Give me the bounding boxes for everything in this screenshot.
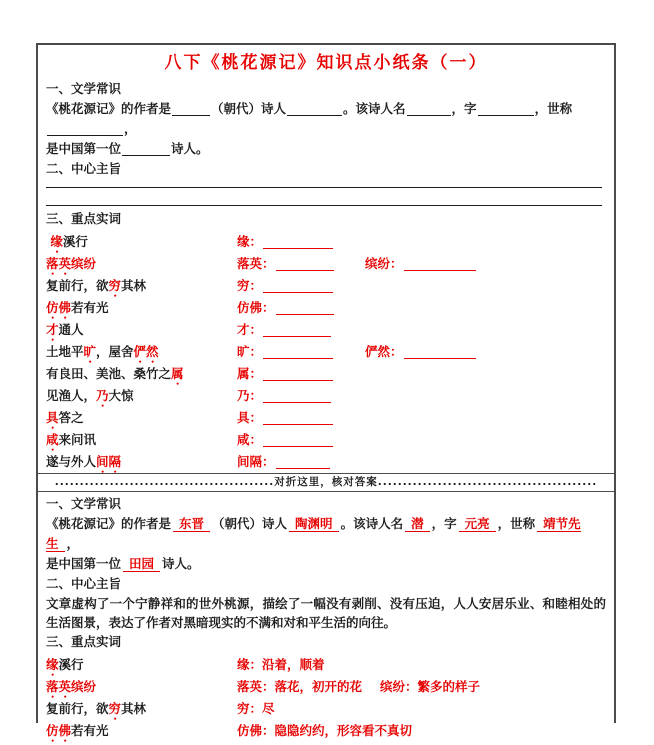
answer-literary-paragraph: [46, 514, 606, 574]
text-segment: 大惊: [108, 388, 134, 403]
vocab-row: [46, 451, 606, 473]
vocab-definition: [237, 385, 332, 407]
text-segment: 穷: [108, 701, 122, 716]
filled-answer: 东晋: [173, 516, 210, 532]
text-segment: 缘: [46, 657, 59, 672]
definition-label: 落英：: [237, 256, 275, 271]
vocab-definition: [237, 341, 365, 363]
fold-dots-right: ............................................: [377, 476, 598, 488]
vocab-definition: [237, 451, 331, 473]
definition-answer: 沿着，顺着: [262, 657, 325, 672]
filled-answer: 靖节先生: [46, 516, 581, 551]
text-segment: 仿佛: [46, 300, 72, 315]
text-segment: 仿佛: [46, 723, 72, 738]
text-segment: 是中国第一位: [46, 141, 122, 156]
text-segment: 诗人。: [162, 556, 200, 571]
vocab-row: [46, 319, 606, 341]
text-segment: 诗人。: [171, 141, 209, 156]
text-segment: 溪行: [62, 234, 88, 249]
vocab-definition: [237, 429, 334, 451]
definition-label: 才：: [237, 322, 263, 337]
text-segment: 其林: [121, 701, 147, 716]
text-segment: 才: [46, 322, 59, 337]
blank-underline: [276, 466, 330, 469]
question-heading-vocab: 三、重点实词: [46, 211, 122, 226]
text-segment: 咸: [46, 432, 59, 447]
blank-underline: [263, 290, 333, 293]
fold-dots-left: ............................................: [54, 476, 275, 488]
text-segment: 旷: [83, 344, 97, 359]
blank-underline: [404, 356, 476, 359]
vocab-definition: [237, 231, 334, 253]
answer-theme-text: 文章虚构了一个宁静祥和的世外桃源，描绘了一幅没有剥削、没有压迫，人人安居乐业、和睦相处的生活图景，表达了作者对黑暗现实的不满和对和平生活的向往。: [46, 596, 606, 630]
vocab-phrase: [46, 720, 237, 745]
text-segment: 若有光: [71, 723, 109, 738]
vocab-row: [46, 385, 606, 407]
blank-underline: [263, 400, 331, 403]
vocab-row: [46, 676, 606, 698]
definition-label: 乃：: [237, 388, 263, 403]
definition-label: 仿佛：: [237, 723, 275, 738]
vocab-row: [46, 363, 606, 385]
text-segment: 缤纷: [71, 679, 97, 694]
definition-answer: 隐隐约约，形容看不真切: [274, 723, 413, 738]
blank-underline: [263, 334, 331, 337]
vocab-row: [46, 654, 606, 676]
worksheet-table: [36, 43, 616, 738]
text-segment: 落英: [46, 256, 72, 271]
text-segment: 若有光: [71, 300, 109, 315]
definition-label: 具：: [237, 410, 263, 425]
blank-underline: [263, 444, 333, 447]
blank-underline: [122, 153, 170, 156]
text-segment: 缘: [50, 234, 63, 249]
definition-answer: 落花，初开的花: [274, 679, 363, 694]
definition-label: 旷：: [237, 344, 263, 359]
fold-line: [38, 473, 614, 492]
blank-underline: [47, 133, 123, 136]
text-segment: 见渔人，: [46, 388, 97, 403]
answer-heading-vocab: 三、重点实词: [46, 634, 122, 649]
text-segment: 《桃花源记》的作者是: [46, 516, 172, 531]
vocab-definition: [237, 319, 332, 341]
vocab-definition: [237, 275, 334, 297]
text-segment: 其林: [121, 278, 147, 293]
vocab-row: [46, 253, 606, 275]
text-segment: 间隔: [96, 454, 122, 469]
text-segment: 溪行: [58, 657, 84, 672]
blank-underline: [172, 113, 210, 116]
writing-line: [46, 179, 602, 188]
definition-answer: 尽: [262, 701, 275, 716]
vocab-definition: [237, 363, 334, 385]
text-segment: 通人: [58, 322, 84, 337]
text-segment: 具: [46, 410, 59, 425]
text-segment: 遂与外人: [46, 454, 97, 469]
filled-answer: 潜: [405, 516, 430, 532]
answer-heading-literary: 一、文学常识: [46, 496, 122, 511]
vocab-phrase: [46, 451, 237, 476]
vocab-definition: [237, 253, 365, 275]
definition-label: 俨然：: [365, 344, 403, 359]
definition-label: 缤纷：: [380, 679, 418, 694]
text-segment: 穷: [108, 278, 122, 293]
definition-label: 仿佛：: [237, 300, 275, 315]
writing-line: [46, 188, 602, 206]
text-segment: ，世称: [534, 101, 573, 116]
question-section: [38, 79, 614, 473]
vocab-row: [46, 407, 606, 429]
text-segment: ，字: [451, 101, 477, 116]
text-segment: 落英: [46, 679, 72, 694]
vocab-row: [46, 698, 606, 720]
definition-label: 缘：: [237, 234, 263, 249]
blank-underline: [478, 113, 534, 116]
vocab-definition: [237, 654, 325, 676]
vocab-row: [46, 275, 606, 297]
definition-label: 缘：: [237, 657, 263, 672]
text-segment: 。该诗人名: [340, 516, 404, 531]
blank-underline: [407, 113, 451, 116]
text-segment: （朝代）诗人: [211, 101, 287, 116]
text-segment: 属: [171, 366, 184, 381]
vocab-row: [46, 341, 606, 363]
question-literary-paragraph: [46, 99, 606, 159]
blank-underline: [276, 312, 334, 315]
text-segment: ，世称: [497, 516, 536, 531]
blank-underline: [404, 268, 476, 271]
definition-label: 穷：: [237, 278, 263, 293]
vocab-definition: [237, 698, 275, 720]
vocab-row: [46, 297, 606, 319]
definition-label: 缤纷：: [365, 256, 403, 271]
vocab-definition: [237, 297, 335, 319]
vocab-definition: [237, 720, 412, 742]
text-segment: 来问讯: [58, 432, 97, 447]
vocab-definition: [237, 407, 334, 429]
text-segment: 有良田、美池、桑竹之: [46, 366, 172, 381]
vocab-definition: [365, 341, 477, 363]
text-segment: ，屋舍: [96, 344, 134, 359]
text-segment: ，: [124, 121, 137, 136]
text-segment: 答之: [58, 410, 84, 425]
definition-label: 咸：: [237, 432, 263, 447]
text-segment: 复前行，欲: [46, 278, 109, 293]
vocab-definition: [380, 676, 480, 698]
blank-underline: [263, 356, 333, 359]
blank-underline: [287, 113, 342, 116]
blank-underline: [263, 422, 333, 425]
question-heading-theme: 二、中心主旨: [46, 161, 122, 176]
text-segment: 是中国第一位: [46, 556, 122, 571]
vocab-definition: [365, 253, 477, 275]
filled-answer: 田园: [123, 556, 160, 572]
text-segment: 土地平: [46, 344, 84, 359]
worksheet-title: 八下《桃花源记》知识点小纸条（一）: [164, 53, 488, 73]
text-segment: 《桃花源记》的作者是: [46, 101, 172, 116]
text-segment: 俨然: [133, 344, 159, 359]
vocab-question-list: [46, 231, 606, 473]
text-segment: 缤纷: [71, 256, 97, 271]
text-segment: ，字: [431, 516, 457, 531]
vocab-row: [46, 429, 606, 451]
vocab-definition: [237, 676, 380, 698]
blank-underline: [263, 246, 333, 249]
vocab-row: [46, 231, 606, 253]
filled-answer: 元亮: [459, 516, 496, 532]
answer-section: [38, 492, 614, 742]
definition-label: 属：: [237, 366, 263, 381]
question-heading-literary: 一、文学常识: [46, 81, 122, 96]
definition-label: 间隔：: [237, 454, 275, 469]
answer-heading-theme: 二、中心主旨: [46, 576, 122, 591]
blank-underline: [276, 268, 334, 271]
text-segment: 。该诗人名: [343, 101, 406, 116]
text-segment: ，: [66, 536, 80, 551]
vocab-answer-list: [46, 654, 606, 742]
filled-answer: 陶渊明: [289, 516, 339, 532]
fold-label: 对折这里，核对答案: [274, 476, 378, 488]
text-segment: 乃: [96, 388, 109, 403]
text-segment: 复前行，欲: [46, 701, 109, 716]
definition-label: 穷：: [237, 701, 263, 716]
blank-underline: [263, 378, 333, 381]
text-segment: （朝代）诗人: [212, 516, 288, 531]
definition-answer: 繁多的样子: [417, 679, 481, 694]
definition-label: 落英：: [237, 679, 275, 694]
vocab-row: [46, 720, 606, 742]
